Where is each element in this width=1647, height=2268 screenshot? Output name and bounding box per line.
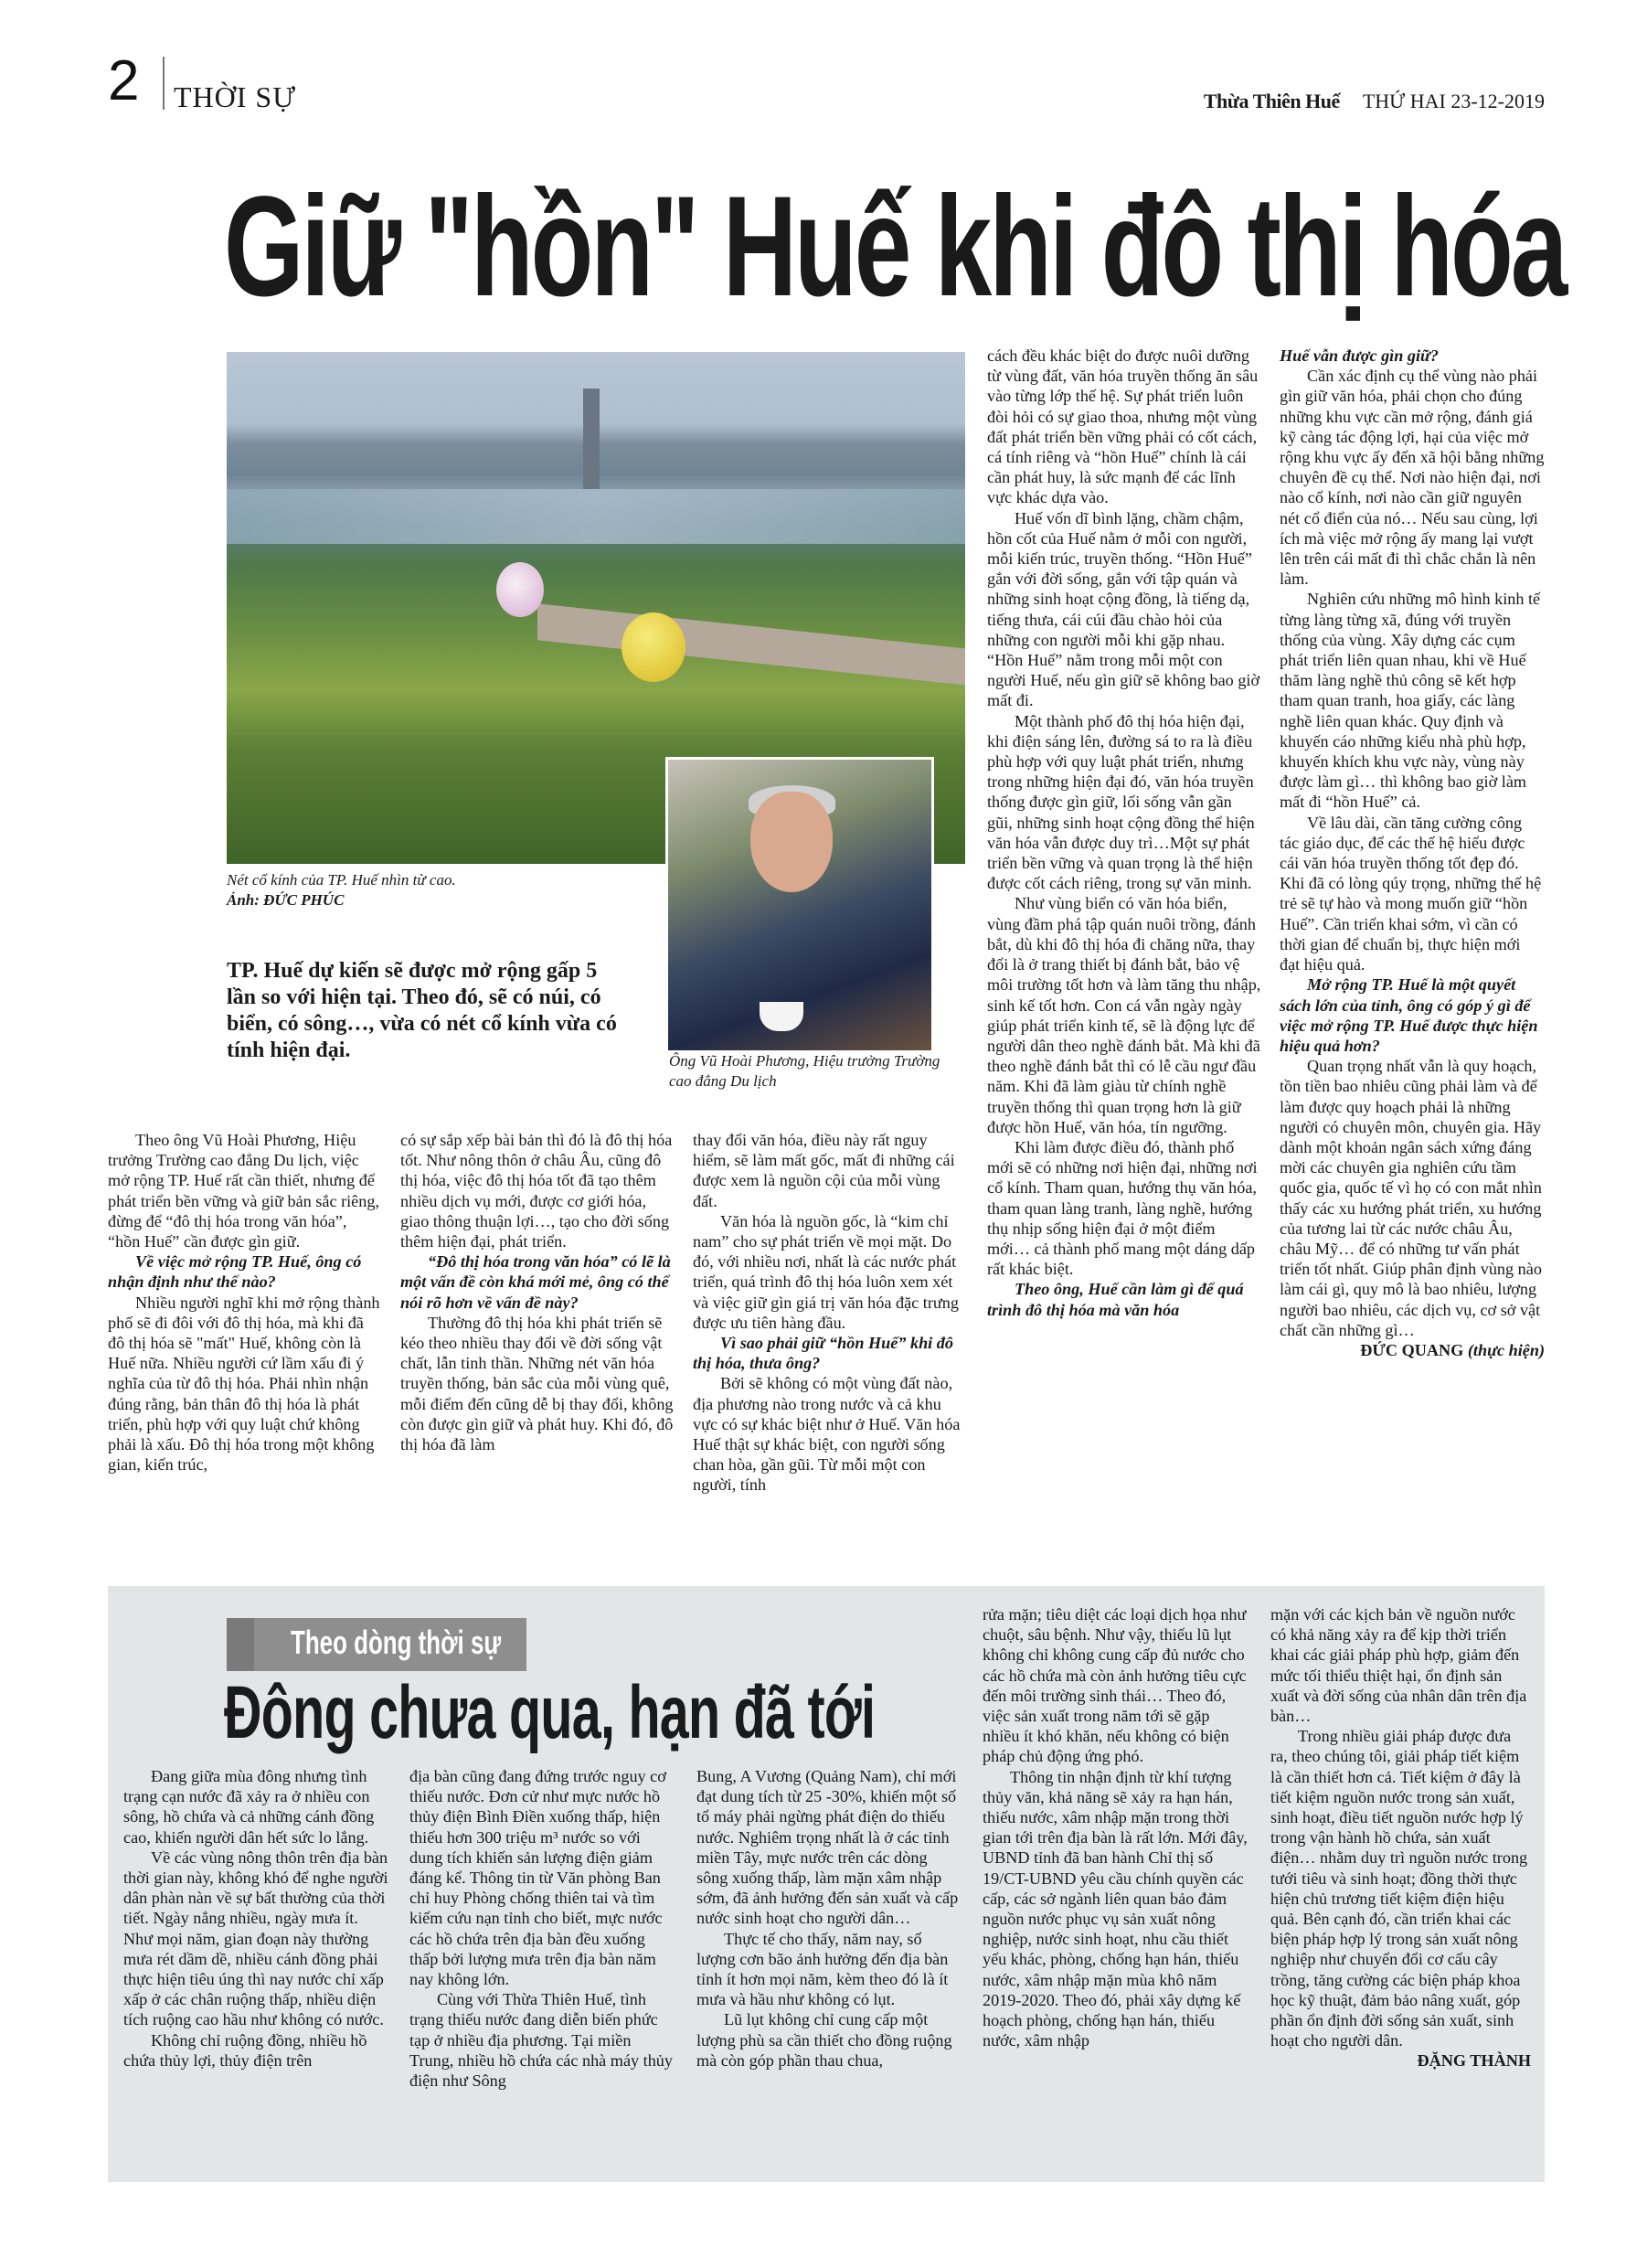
article2-column-3 [696, 1766, 962, 2071]
paragraph: Nhiều người nghĩ khi mở rộng thành phố sẽ đi đôi với đô thị hóa, mà khi đã đô thị hóa sẽ "mất" Huế, không còn là Huế nữa. Nhiều người cứ lầm xấu đi ý nghĩa của từ đô thị hóa. Phải nhìn nhận đúng rằng, bản thân đô thị hóa là phát triển, phù hợp với quy luật chứ không phải là xấu. Đô thị hóa trong một không gian, kiến trúc, [108, 1293, 380, 1475]
masthead [1204, 90, 1545, 113]
paragraph: Văn hóa là nguồn gốc, là “kim chỉ nam” cho sự phát triển về mọi mặt. Do đó, với nhiều nơi, nhất là các nước phát triển, quá trình đô thị hóa luôn xem xét và việc giữ gìn giá trị văn hóa đặc trưng được ưu tiên hàng đầu. [693, 1211, 959, 1332]
tag-label: Theo dòng thời sự [291, 1624, 502, 1661]
paragraph: địa bàn cũng đang đứng trước nguy cơ thiếu nước. Đơn cử như mực nước hồ thủy điện Bình Điền xuống thấp, hiện thiếu hơn 300 triệu m³ nước so với dung tích khiến sản lượng điện giảm đáng kể. Thông tin từ Văn phòng Ban chỉ huy Phòng chống thiên tai và tìm kiếm cứu nạn tỉnh cho biết, mực nước các hồ chứa trên địa bàn đều xuống thấp bởi lượng mưa trên địa bàn năm nay không lớn. [409, 1767, 666, 1989]
paragraph: Bởi sẽ không có một vùng đất nào, địa phương nào trong nước và cả khu vực có sự khác biệt như ở Huế. Văn hóa Huế thật sự khác biệt, con người sống chan hòa, gần gũi. Từ mỗi một con người, tính [693, 1374, 961, 1495]
river-shape [227, 489, 965, 544]
page-number-divider [163, 57, 165, 110]
interview-question: Huế vẫn được gìn giữ? [1280, 346, 1440, 365]
interview-question: Về việc mở rộng TP. Huế, ông có nhận định như thế nào? [108, 1252, 362, 1292]
interview-question: Vì sao phải giữ “hồn Huế” khi đô thị hóa, thưa ông? [693, 1334, 953, 1373]
article1-column-1 [108, 1130, 382, 1475]
paragraph: Về các vùng nông thôn trên địa bàn thời gian này, không khó để nghe người dân phàn nàn về sự bất thường của thời tiết. Ngày nắng nhiều, ngày mưa ít. Như mọi năm, gian đoạn này thường mưa rét dầm dề, nhiều cánh đồng phải thực hiện tiêu úng thì nay nước chỉ xấp xấp ở các chân ruộng thấp, nhiều diện tích ruộng cao hầu như không có nước. [123, 1847, 388, 2029]
article2-column-2 [409, 1766, 675, 2091]
paragraph: thay đổi văn hóa, điều này rất nguy hiểm, sẽ làm mất gốc, mất đi những cái được xem là nguồn cội của mỗi vùng đất. [693, 1131, 955, 1210]
citadel-wall-shape [537, 603, 965, 685]
article2-column-4 [983, 1604, 1248, 2050]
paragraph: Thực tế cho thấy, năm nay, số lượng cơn bão ảnh hưởng đến địa bàn tỉnh ít hơn mọi năm, kèm theo đó là ít mưa và hầu như không có lụt. [696, 1929, 949, 2009]
paragraph: rửa mặn; tiêu diệt các loại dịch họa như chuột, sâu bệnh. Như vậy, thiếu lũ lụt không chỉ không cung cấp đủ nước cho các hồ chứa mà còn ảnh hưởng tiêu cực đến môi trường sinh thái… Theo đó, việc sản xuất trong năm tới sẽ gặp nhiều ít khó khăn, nếu không có biện pháp chủ động ứng phó. [983, 1605, 1247, 1766]
byline: ĐẶNG THÀNH [1417, 2051, 1531, 2071]
section-label: THỜI SỰ [174, 80, 297, 113]
paragraph: có sự sắp xếp bài bản thì đó là đô thị hóa tốt. Như nông thôn ở châu Âu, cũng đô thị hóa, việc đô thị hóa tốt đã tạo thêm nhiều dịch vụ mới, được cơ giới hóa, giao thông thuận lợi…, tạo cho đời sống thêm hiện đại, phát triển. [400, 1131, 673, 1251]
portrait-face-shape [750, 792, 833, 892]
byline-name: ĐỨC QUANG [1360, 1340, 1464, 1359]
paragraph: Quan trọng nhất vẫn là quy hoạch, tồn tiền bao nhiêu cũng phải làm và để làm được quy hoạch phải là những người có chuyên môn, chuyên gia. Hãy dành một khoản ngân sách xứng đáng mời các chuyên gia nghiên cứu tầm quốc gia, quốc tế vì họ có con mắt nhìn thấy các xu hướng phát triển, xu hướng của tương lai từ các nước châu Âu, châu Mỹ… để có những tư vấn phát triển tốt nhất. Giúp phân định vùng nào làm cái gì, quy mô là bao nhiêu, lượng người bao nhiêu, các dịch vụ, cơ sở vật chất cần những gì… [1280, 1057, 1542, 1339]
article2-column-1 [123, 1766, 388, 2071]
paragraph: Thông tin nhận định từ khí tượng thủy văn, khả năng sẽ xảy ra hạn hán, thiếu nước, xâm nhập mặn trong thời gian tới trên địa bàn là rất lớn. Mới đây, UBND tỉnh đã ban hành Chỉ thị số 19/CT-UBND yêu cầu chính quyền các cấp, các sở ngành liên quan bảo đảm nguồn nước phục vụ sản xuất nông nghiệp, nước sinh hoạt, nhu cầu thiết yếu khác, phòng, chống hạn hán, thiếu nước, xâm nhập mặn mùa khô năm 2019-2020. Theo đó, phải xây dựng kế hoạch phòng, chống hạn hán, thiếu nước, xâm nhập [983, 1767, 1248, 2050]
newspaper-name: Thừa Thiên Huế [1203, 90, 1340, 112]
caption-text: Nét cổ kính của TP. Huế nhìn từ cao. [227, 871, 456, 889]
paragraph: Thường đô thị hóa khi phát triển sẽ kéo theo nhiều thay đổi về đời sống vật chất, lẫn tinh thần. Những nét văn hóa truyền thống, bản sắc của mỗi vùng quê, mỗi điểm đến cũng dễ bị thay đổi, không còn được gìn giữ và phát huy. Khi đó, đô thị hóa đã làm [400, 1313, 674, 1454]
page-number: 2 [108, 49, 140, 112]
byline [1280, 1340, 1545, 1360]
paragraph: Huế vốn dĩ bình lặng, chầm chậm, hồn cốt của Huế nằm ở mỗi con người, mỗi kiến trúc, truyền thống. “Hồn Huế” gắn với đời sống, gắn với tập quán và những sinh hoạt cộng đồng, là tiếng dạ, tiếng thưa, cái cúi đầu chào hỏi của những con người mỗi khi gặp nhau. “Hồn Huế” nằm trong mỗi một con người Huế, nếu gìn giữ sẽ không bao giờ mất đi. [987, 508, 1260, 710]
byline-note: (thực hiện) [1467, 1340, 1545, 1359]
section-tag [227, 1618, 526, 1671]
tower-shape [583, 389, 600, 489]
paragraph: Cần xác định cụ thể vùng nào phải gìn giữ văn hóa, phải chọn cho đúng những khu vực cần mở rộng, đánh giá kỹ càng tác động lợi, hại của việc mở rộng khu vực ấy đến xã hội bằng những chuyên đề cụ thể. Nơi nào hiện đại, nơi nào cổ kính, nơi nào cần giữ nguyên nét cổ điển của nó… Nếu sau cùng, lợi ích mà việc mở rộng ấy mang lại vượt lên trên cái mất đi thì chắc chắn là nên làm. [1280, 367, 1545, 589]
paragraph: Một thành phố đô thị hóa hiện đại, khi điện sáng lên, đường sá to ra là điều phù hợp với quy luật phát triển, nhưng trong những hiện đại đó, văn hóa truyền thống được gìn giữ, lối sống vẫn gần gũi, những sinh hoạt cộng đồng thể hiện văn hóa vẫn được duy trì…Một sự phát triển bền vững và quan trọng là thể hiện được cốt cách riêng, trong sự văn minh. [987, 711, 1255, 893]
paragraph: Như vùng biển có văn hóa biển, vùng đầm phá tập quán nuôi trồng, đánh bắt, dù khi đô thị hóa đi chăng nữa, thay đổi là ở trang thiết bị đánh bắt, bảo vệ môi trường tốt hơn và làm tăng thu nhập, sinh kế tốt hơn. Con cá vẫn ngày ngày giúp phát triển kinh tế, sẽ là động lực để người dân theo nghề đánh bắt. Mà khi đã theo nghề đánh bắt thì có lễ cầu ngư đầu năm. Khi đã làm giàu từ chính nghề truyền thống thì quan trọng hơn là giữ được hồn Huế, văn hóa, tín ngưỡng. [987, 894, 1261, 1136]
paragraph: Lũ lụt không chỉ cung cấp một lượng phù sa cần thiết cho đồng ruộng mà còn góp phần thau chua, [696, 2010, 952, 2070]
paragraph: Nghiên cứu những mô hình kinh tế từng làng từng xã, đúng với truyền thống của vùng. Xây dựng các cụm phát triển liên quan nhau, khi về Huế thăm làng nghề thủ công sẽ kết hợp tham quan tranh, hoa giấy, các làng nghề liên quan khác. Quy định và khuyến cáo những kiểu nhà phù hợp, khuyến khích khu vực này, vùng này được làm gì… thì không bao giờ làm mất đi “hồn Huế” cả. [1280, 590, 1541, 812]
issue-date: THỨ HAI 23-12-2019 [1362, 90, 1545, 112]
article-title: Giữ "hồn" Huế khi đô thị hóa [224, 167, 1566, 326]
balloon-icon [496, 562, 544, 617]
tag-accent-bar [227, 1618, 254, 1671]
paragraph: Cùng với Thừa Thiên Huế, tình trạng thiếu nước đang diễn biến phức tạp ở nhiều địa phương. Tại miền Trung, nhiều hồ chứa các nhà máy thủy điện như Sông [409, 1990, 673, 2091]
paragraph: Không chỉ ruộng đồng, nhiều hồ chứa thủy lợi, thủy điện trên [123, 2030, 367, 2070]
paragraph: Bung, A Vương (Quảng Nam), chỉ mới đạt dung tích từ 25 -30%, khiến một số tổ máy phải ngừng phát điện do thiếu nước. Nghiêm trọng nhất là ở các tỉnh miền Tây, mực nước trên các dòng sông xuống thấp, làm mặn xâm nhập sớm, đã ảnh hưởng đến sản xuất và cấp nước sinh hoạt cho người dân… [696, 1767, 959, 1928]
article1-column-3 [693, 1130, 967, 1496]
balloon-icon [622, 612, 685, 682]
photo-credit: Ảnh: ĐỨC PHÚC [227, 891, 345, 909]
interview-question: Theo ông, Huế cần làm gì để quá trình đô thị hóa mà văn hóa [987, 1280, 1244, 1319]
interview-question: “Đô thị hóa trong văn hóa” có lẽ là một vấn đề còn khá mới mẻ, ông có thể nói rõ hơn về vấn đề này? [400, 1252, 671, 1312]
coffee-cup-shape [760, 1002, 803, 1031]
article-lead: TP. Huế dự kiến sẽ được mở rộng gấp 5 lần so với hiện tại. Theo đó, sẽ có núi, có biển, có sông…, vừa có nét cổ kính vừa có tính hiện đại. [227, 959, 617, 1062]
paragraph: cách đều khác biệt do được nuôi dưỡng từ vùng đất, văn hóa truyền thống ăn sâu vào từng lớp thế hệ. Sự phát triển luôn đòi hỏi có sự giao thoa, nhưng một vùng đất phát triển bền vững phải có cốt cách, cá tính riêng và “hồn Huế” chính là cái cần phát huy, là sức mạnh để các lĩnh vực khác dựa vào. [987, 346, 1259, 507]
article2-column-5 [1270, 1604, 1531, 2071]
article1-column-4 [987, 346, 1261, 1320]
paragraph: mặn với các kịch bản về nguồn nước có khả năng xảy ra để kịp thời triển khai các giải pháp phù hợp, giảm đến mức tối thiểu thiệt hại, ổn định sản xuất và đời sống của nhân dân trên địa bàn… [1270, 1605, 1527, 1726]
article1-column-5 [1280, 346, 1545, 1360]
paragraph: Về lâu dài, cần tăng cường công tác giáo dục, để các thế hệ hiểu được cái văn hóa truyền thống tốt đẹp đó. Khi đã có lòng qúy trọng, những thế hệ trẻ sẽ tự hào và mong muốn giữ “hồn Huế”. Cần triển khai sớm, vì cần có thời gian để chuẩn bị, thực hiện mới đạt hiệu quả. [1280, 813, 1542, 974]
paragraph: Theo ông Vũ Hoài Phương, Hiệu trưởng Trường cao đẳng Du lịch, việc mở rộng TP. Huế rất cần thiết, nhưng để phát triển bền vững và giữ bản sắc riêng, đừng để “đô thị hóa trong văn hóa”, “hồn Huế” cần được gìn giữ. [108, 1131, 379, 1251]
article2-title: Đông chưa qua, hạn đã tới [224, 1671, 876, 1754]
paragraph: Trong nhiều giải pháp được đưa ra, theo chúng tôi, giải pháp tiết kiệm là cần thiết hơn cả. Tiết kiệm ở đây là tiết kiệm nguồn nước trong sản xuất, sinh hoạt, điều tiết nguồn nước hợp lý trong vận hành hồ chứa, sản xuất điện… nhằm duy trì nguồn nước trong tưới tiêu và sinh hoạt; đồng thời thực hiện chủ trương tiết kiệm điện hiệu quả. Bên cạnh đó, cần triển khai các biện pháp hợp lý trong sản xuất nông nghiệp như chuyển đổi cơ cấu cây trồng, tăng cường các biện pháp khoa học kỹ thuật, đảm bảo nâng xuất, góp phần ổn định đời sống sản xuất, sinh hoạt cho người dân. [1270, 1727, 1528, 2050]
portrait-caption: Ông Vũ Hoài Phương, Hiệu trưởng Trường cao đẳng Du lịch [669, 1052, 940, 1090]
portrait-photo [665, 757, 934, 1053]
article1-column-2 [400, 1130, 675, 1454]
paragraph: Khi làm được điều đó, thành phố mới sẽ có những nơi hiện đại, những nơi cổ kính. Tham quan, hướng thụ văn hóa, tham quan làng tranh, làng nghề, hướng thụ nhịp sống hiện đại ở một điểm mới… cả thành phố mang một dáng dấp rất khác biệt. [987, 1137, 1258, 1279]
interview-question: Mở rộng TP. Huế là một quyết sách lớn của tỉnh, ông có góp ý gì để việc mở rộng TP. Huế được thực hiện hiệu quả hơn? [1280, 975, 1538, 1055]
photo-caption [227, 870, 684, 910]
paragraph: Đang giữa mùa đông nhưng tình trạng cạn nước đã xảy ra ở nhiều con sông, hồ chứa và cả những cánh đồng cao, khiến người dân hết sức lo lắng. [123, 1767, 375, 1847]
